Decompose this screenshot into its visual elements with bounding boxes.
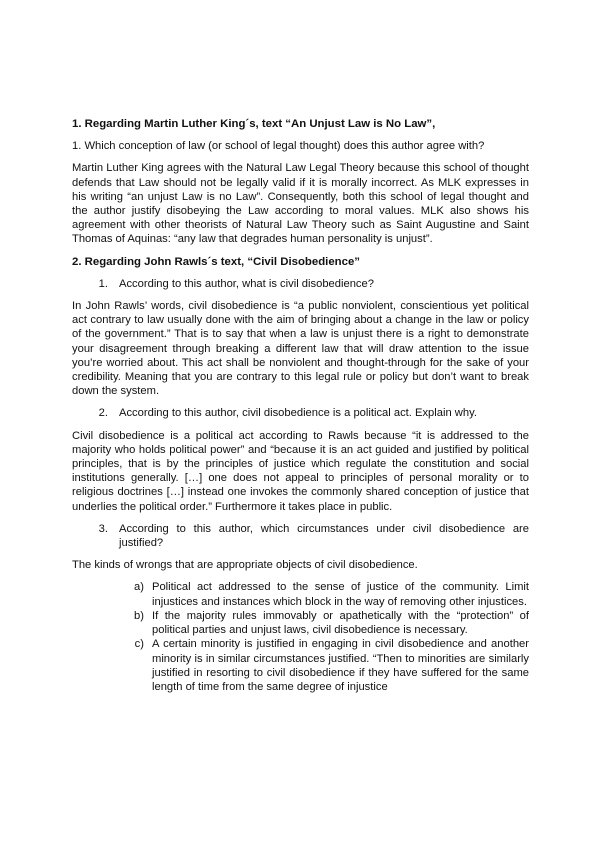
- question-2-text: According to this author, civil disobedience is a political act. Explain why.: [119, 407, 477, 420]
- question-3-text: According to this author, which circumstances under civil disobedience are justified?: [119, 522, 529, 550]
- list-item: [72, 609, 529, 637]
- list-item: [72, 637, 529, 694]
- list-item: [72, 580, 529, 608]
- list-item-label: b): [134, 609, 144, 622]
- list-item-text: Political act addressed to the sense of justice of the community. Limit injustices and instances which block in the way of removing other injustices.: [152, 581, 529, 608]
- answer-3-intro: The kinds of wrongs that are appropriate objects of civil disobedience.: [72, 559, 418, 572]
- question-2: [72, 406, 529, 420]
- question-1: [72, 277, 529, 291]
- question-1-number: 1.: [98, 277, 108, 290]
- question-3: [72, 522, 529, 550]
- document-page: [72, 117, 529, 694]
- section-1-heading: 1. Regarding Martin Luther King´s, text “An Unjust Law is No Law”,: [72, 118, 436, 130]
- answer-2: Civil disobedience is a political act according to Rawls because “it is addressed to the majority who holds political power” and “because it is an act guided and justified by political principles, that is by the principles of justice which regulate the constitution and social institutions generally. […] one does not appeal to principles of personal morality or to religious doctrines […] instead one invokes the commonly shared conception of justice that underlies the political order.” Furthermore it takes place in public.: [72, 429, 529, 513]
- question-2-number: 2.: [98, 407, 108, 420]
- section-1-answer: Martin Luther King agrees with the Natural Law Legal Theory because this school of thought defends that Law should not be legally valid if it is morally incorrect. As MLK expresses in his writing “an unjust Law is no Law”. Consequently, both this school of legal thought and the author justify disobeying the Law according to moral values. MLK also shows his agreement with other theorists of Natural Law Theory such as Saint Augustine and Saint Thomas of Aquinas: “any law that degrades human personality is unjust”.: [72, 162, 529, 246]
- list-item-label: c): [134, 638, 144, 651]
- answer-1: In John Rawls’ words, civil disobedience is “a public nonviolent, conscientious yet political act contrary to law usually done with the aim of bringing about a change in the law or policy of the government.” That is to say that when a law is unjust there is a right to demonstrate your disagreement through breaking a different law that will draw attention to the issue you’re worried about. This act shall be nonviolent and thought-through for the sake of your credibility. Meaning that you are contrary to this legal rule or policy but don’t want to break down the system.: [72, 300, 529, 398]
- question-3-number: 3.: [98, 522, 108, 535]
- list-item-text: If the majority rules immovably or apathetically with the “protection” of political parties and unjust laws, civil disobedience is necessary.: [152, 609, 529, 637]
- section-2-heading: 2. Regarding John Rawls´s text, “Civil Disobedience”: [72, 255, 360, 268]
- question-1-text: According to this author, what is civil disobedience?: [119, 277, 374, 290]
- list-item-text: A certain minority is justified in engaging in civil disobedience and another minority is in similar circumstances justified. “Then to minorities are similarly justified in resorting to civil disobedience if they have suffered for the same length of time from the same degree of injustice: [152, 638, 529, 693]
- list-item-label: a): [134, 581, 144, 594]
- section-1-question: 1. Which conception of law (or school of legal thought) does this author agree with?: [72, 140, 485, 153]
